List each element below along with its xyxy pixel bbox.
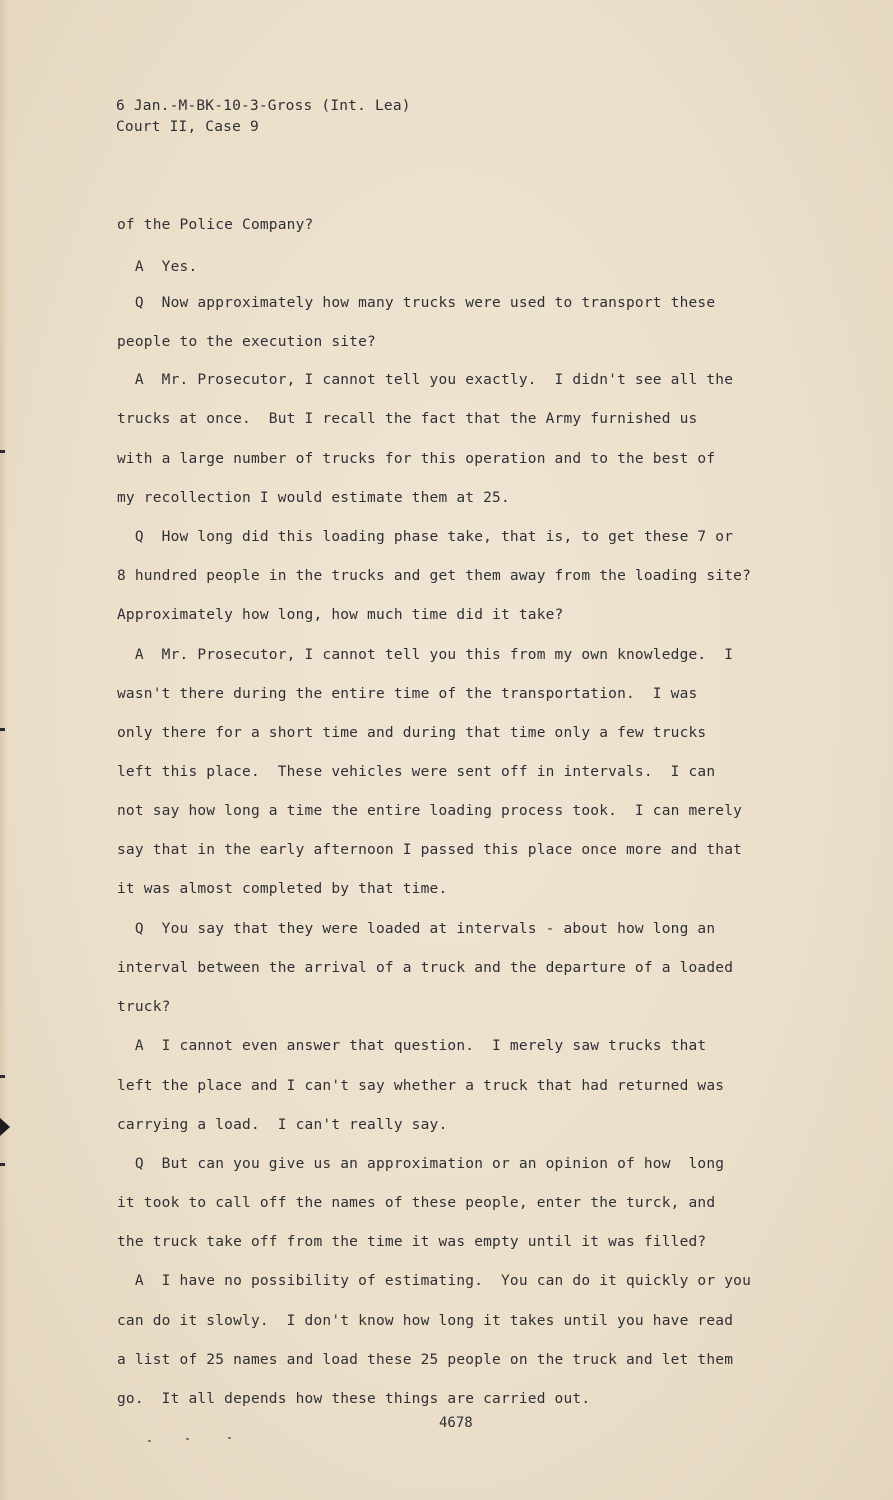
text-line: Approximately how long, how much time did it take? (117, 607, 564, 623)
margin-tick-mark (0, 1075, 5, 1078)
text-line: only there for a short time and during that time only a few trucks (117, 725, 707, 741)
text-line: not say how long a time the entire loading process took. I can merely (117, 803, 743, 819)
text-line: truck? (117, 999, 171, 1015)
binding-hole-mark (0, 1118, 10, 1136)
text-line: say that in the early afternoon I passed this place once more and that (117, 842, 743, 858)
margin-tick-mark (0, 728, 5, 731)
ink-speck (148, 1440, 151, 1442)
text-line: it was almost completed by that time. (117, 881, 448, 897)
text-line: trucks at once. But I recall the fact that the Army furnished us (117, 411, 698, 427)
text-line: 8 hundred people in the trucks and get them away from the loading site? (117, 568, 752, 584)
text-line: Q Now approximately how many trucks were used to transport these (117, 295, 716, 311)
page-edge-shadow (0, 0, 8, 1500)
text-line: left the place and I can't say whether a truck that had returned was (117, 1078, 725, 1094)
text-line: A Yes. (117, 259, 198, 275)
text-line: people to the execution site? (117, 334, 376, 350)
ink-speck (228, 1437, 231, 1439)
ink-speck (186, 1438, 189, 1440)
text-line: A I have no possibility of estimating. You can do it quickly or you (117, 1273, 752, 1289)
text-line: interval between the arrival of a truck and the departure of a loaded (117, 960, 734, 976)
text-line: can do it slowly. I don't know how long it takes until you have read (117, 1313, 734, 1329)
text-line: Q You say that they were loaded at intervals - about how long an (117, 921, 716, 937)
margin-tick-mark (0, 450, 5, 453)
text-line: A Mr. Prosecutor, I cannot tell you this from my own knowledge. I (117, 647, 734, 663)
text-line: wasn't there during the entire time of the transportation. I was (117, 686, 698, 702)
text-line: left this place. These vehicles were sent off in intervals. I can (117, 764, 716, 780)
text-line: the truck take off from the time it was empty until it was filled? (117, 1234, 707, 1250)
margin-tick-mark (0, 1163, 5, 1166)
text-line: Q But can you give us an approximation or an opinion of how long (117, 1156, 725, 1172)
text-line: Q How long did this loading phase take, that is, to get these 7 or (117, 529, 734, 545)
header-line-1: 6 Jan.-M-BK-10-3-Gross (Int. Lea) (116, 98, 411, 114)
page-number: 4678 (439, 1415, 473, 1431)
text-line: with a large number of trucks for this operation and to the best of (117, 451, 716, 467)
text-line: carrying a load. I can't really say. (117, 1117, 448, 1133)
text-line: go. It all depends how these things are carried out. (117, 1391, 591, 1407)
text-line: my recollection I would estimate them at 25. (117, 490, 510, 506)
text-line: A Mr. Prosecutor, I cannot tell you exactly. I didn't see all the (117, 372, 734, 388)
text-line: A I cannot even answer that question. I merely saw trucks that (117, 1038, 707, 1054)
header-line-2: Court II, Case 9 (116, 119, 259, 135)
text-line: it took to call off the names of these people, enter the turck, and (117, 1195, 716, 1211)
text-line: a list of 25 names and load these 25 people on the truck and let them (117, 1352, 734, 1368)
text-line: of the Police Company? (117, 217, 314, 233)
